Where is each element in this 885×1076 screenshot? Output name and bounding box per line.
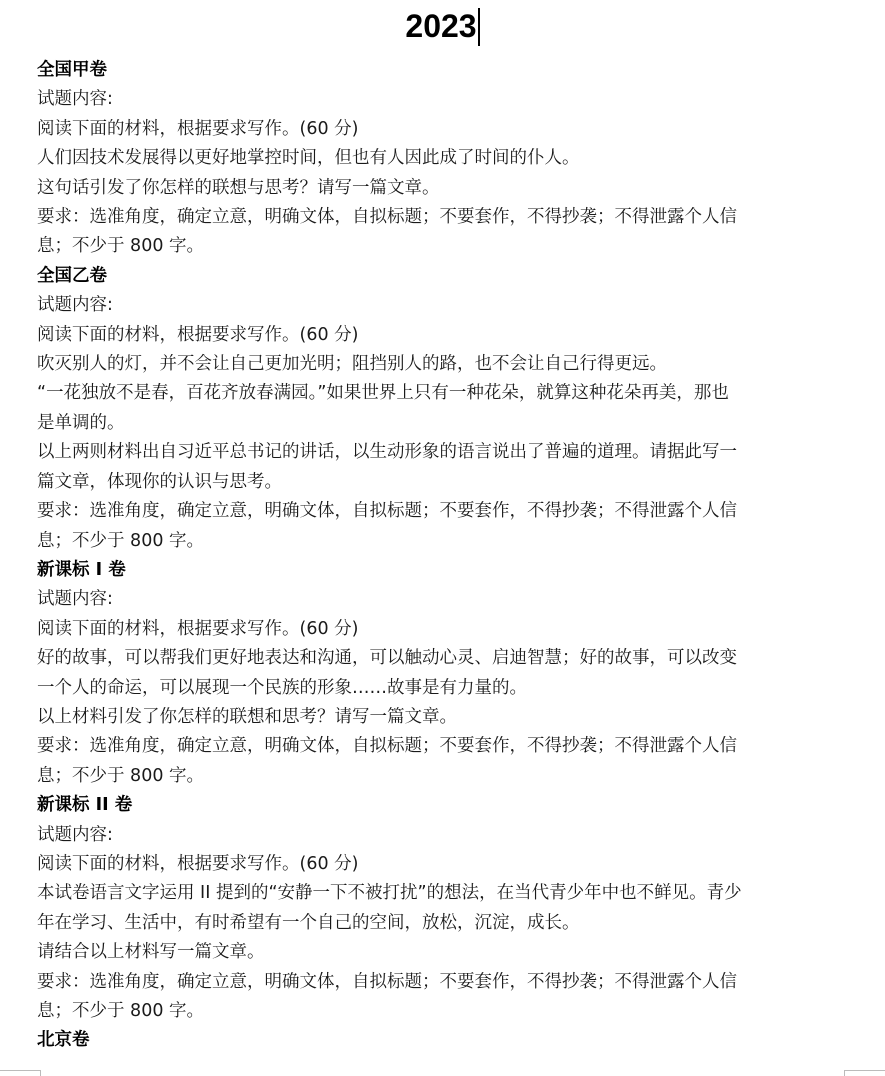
paragraph-line: 本试卷语言文字运用 II 提到的“安静一下不被打扰”的想法，在当代青少年中也不鲜见。青少 — [37, 883, 742, 904]
paragraph-line: 息；不少于 800 字。 — [37, 236, 205, 257]
paragraph-line: 人们因技术发展得以更好地掌控时间，但也有人因此成了时间的仆人。 — [37, 148, 580, 169]
paragraph-line: 好的故事，可以帮我们更好地表达和沟通，可以触动心灵、启迪智慧；好的故事，可以改变 — [37, 648, 737, 669]
paragraph-line: 息；不少于 800 字。 — [37, 1001, 205, 1021]
paragraph-line: 阅读下面的材料，根据要求写作。(60 分) — [37, 118, 359, 139]
section-heading: 全国乙卷 — [37, 265, 107, 286]
paragraph-line: “一花独放不是春，百花齐放春满园。”如果世界上只有一种花朵，就算这种花朵再美，那也 — [37, 383, 729, 404]
paragraph-line: 以上材料引发了你怎样的联想和思考？请写一篇文章。 — [37, 706, 457, 727]
paragraph-line: 要求：选准角度，确定立意，明确文体，自拟标题；不要套作，不得抄袭；不得泄露个人信 — [37, 736, 737, 757]
section-heading: 新课标 II 卷 — [37, 795, 133, 816]
paragraph-line: 要求：选准角度，确定立意，明确文体，自拟标题；不要套作，不得抄袭；不得泄露个人信 — [37, 501, 737, 522]
paragraph-line: 请结合以上材料写一篇文章。 — [37, 942, 265, 963]
paragraph-line: 阅读下面的材料，根据要求写作。(60 分) — [37, 853, 359, 874]
paragraph-line: 篇文章，体现你的认识与思考。 — [37, 471, 282, 492]
document-body[interactable] — [37, 56, 827, 1056]
paragraph-line: 是单调的。 — [37, 412, 125, 433]
section-heading: 北京卷 — [37, 1030, 90, 1051]
paragraph-line: 试题内容: — [37, 295, 113, 316]
paragraph-line: 这句话引发了你怎样的联想与思考？请写一篇文章。 — [37, 177, 440, 198]
page-corner-mark-left — [0, 1070, 41, 1076]
paragraph-line: 年在学习、生活中，有时希望有一个自己的空间，放松，沉淀，成长。 — [37, 912, 580, 933]
paragraph-line: 要求：选准角度，确定立意，明确文体，自拟标题；不要套作，不得抄袭；不得泄露个人信 — [37, 207, 737, 228]
section-heading: 全国甲卷 — [37, 60, 107, 80]
paragraph-line: 阅读下面的材料，根据要求写作。(60 分) — [37, 324, 359, 345]
paragraph-line: 息；不少于 800 字。 — [37, 530, 205, 551]
paragraph-line: 以上两则材料出自习近平总书记的讲话，以生动形象的语言说出了普遍的道理。请据此写一 — [37, 442, 737, 463]
paragraph-line: 试题内容: — [37, 589, 113, 610]
paragraph-line: 试题内容: — [37, 89, 113, 110]
paragraph-line: 一个人的命运，可以展现一个民族的形象……故事是有力量的。 — [37, 677, 527, 698]
section-heading: 新课标 I 卷 — [37, 559, 126, 580]
paragraph-line: 要求：选准角度，确定立意，明确文体，自拟标题；不要套作，不得抄袭；不得泄露个人信 — [37, 971, 737, 992]
paragraph-line: 息；不少于 800 字。 — [37, 765, 205, 786]
document-title[interactable] — [0, 4, 885, 48]
paragraph-line: 试题内容: — [37, 824, 113, 845]
page-corner-mark-right — [844, 1070, 885, 1076]
text-cursor — [478, 8, 480, 46]
document-title-text: 2023 — [405, 8, 477, 44]
paragraph-line: 吹灭别人的灯，并不会让自己更加光明；阻挡别人的路，也不会让自己行得更远。 — [37, 354, 667, 375]
paragraph-line: 阅读下面的材料，根据要求写作。(60 分) — [37, 618, 359, 639]
